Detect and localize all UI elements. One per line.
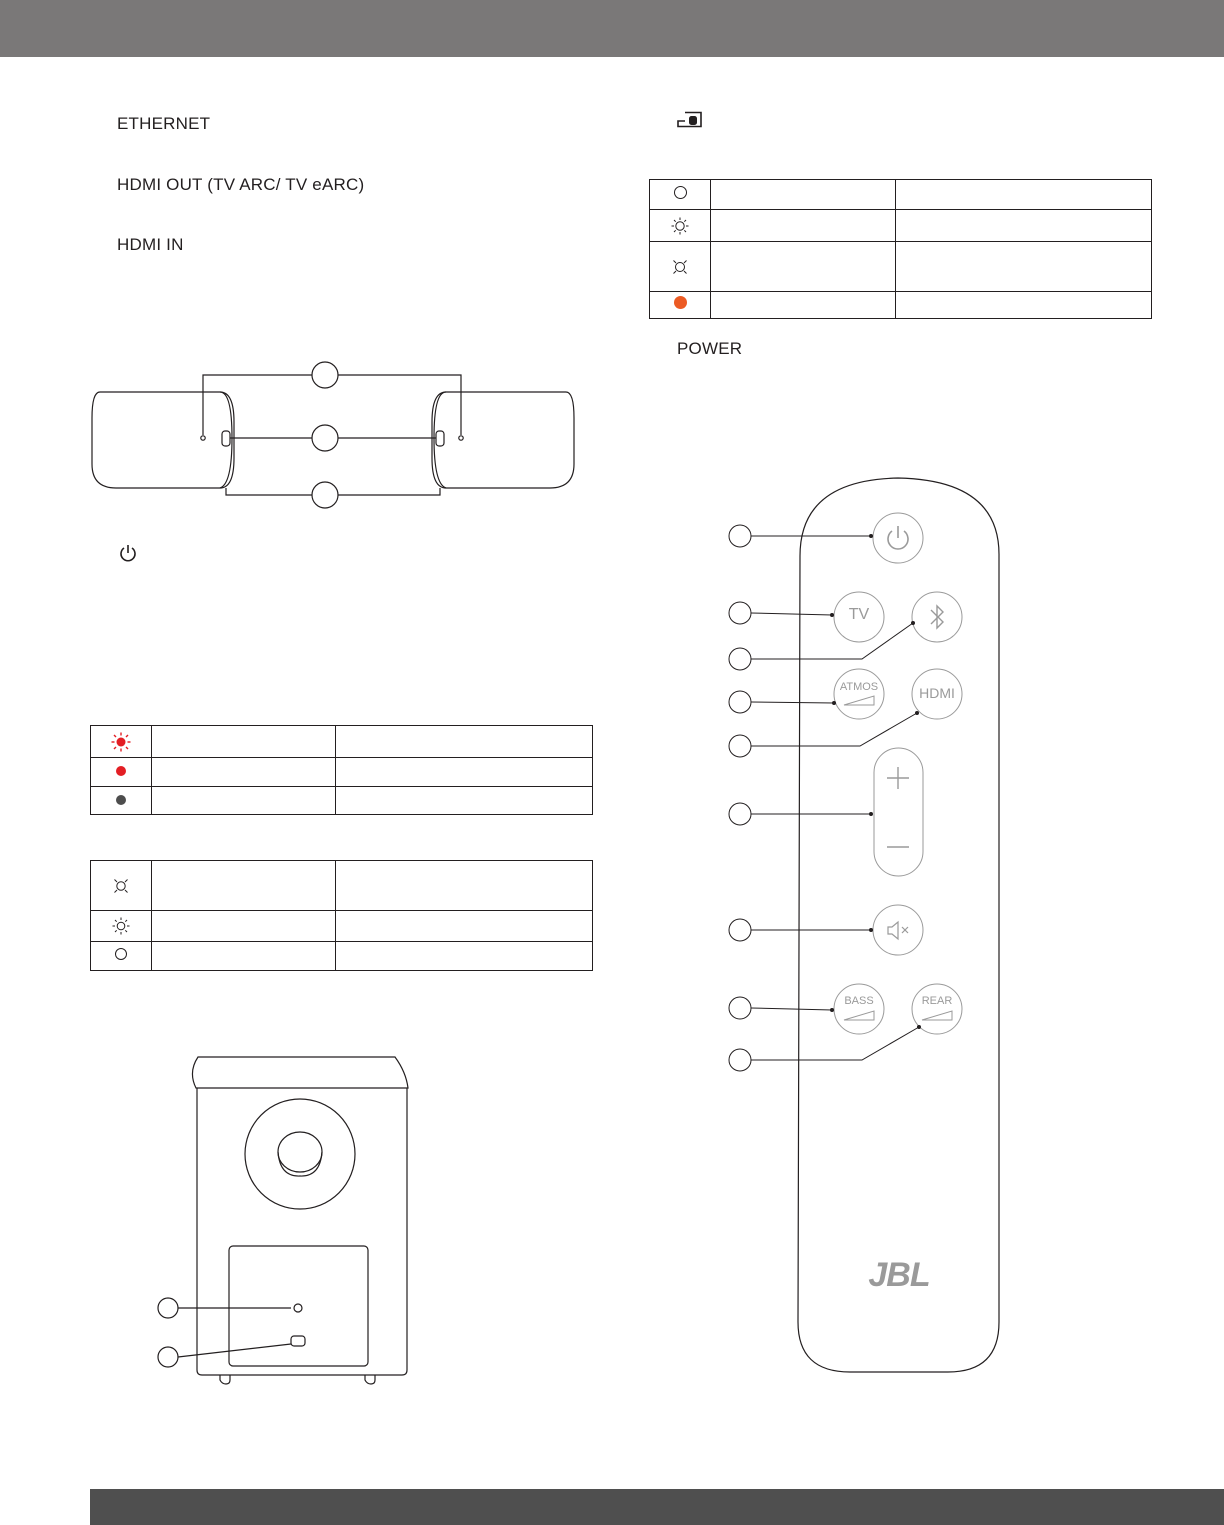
atmos-button-label: ATMOS	[839, 681, 879, 693]
table-row	[650, 292, 1152, 319]
orange-led-solid-icon	[674, 296, 687, 309]
footer-bar	[90, 1489, 1224, 1525]
jbl-logo: JBL	[868, 1256, 930, 1294]
led-status-table-3	[649, 179, 1152, 319]
led-fast-flash-icon	[112, 917, 130, 935]
red-led-solid-icon	[116, 766, 126, 776]
ethernet-label: ETHERNET	[117, 114, 211, 133]
led-status-table-2	[90, 860, 593, 971]
bass-button-label: BASS	[844, 995, 874, 1007]
table-row	[650, 242, 1152, 292]
power-label: POWER	[677, 339, 743, 358]
table-row	[91, 787, 593, 815]
led-status-table-1	[90, 725, 593, 815]
table-row	[91, 942, 593, 971]
led-slow-flash-icon	[672, 259, 688, 275]
led-off-white-icon	[115, 948, 127, 960]
subwoofer-rear-diagram	[150, 1052, 415, 1387]
led-fast-flash-icon	[671, 217, 689, 235]
led-off-icon	[674, 186, 687, 199]
rear-button-label: REAR	[921, 995, 953, 1007]
led-slow-flash-icon	[113, 878, 129, 894]
red-led-flashing-icon	[111, 732, 131, 752]
hdmi-in-label: HDMI IN	[117, 235, 184, 254]
led-off-gray-icon	[116, 795, 126, 805]
table-row	[91, 911, 593, 942]
rear-speakers-diagram	[88, 358, 583, 514]
header-bar	[0, 0, 1224, 57]
table-row	[91, 758, 593, 787]
table-row	[91, 861, 593, 911]
remote-control	[724, 476, 1004, 1374]
tv-button-label: TV	[848, 606, 870, 623]
hdmi-out-label: HDMI OUT (TV ARC/ TV eARC)	[117, 175, 365, 194]
pairing-button-icon	[676, 111, 704, 131]
hdmi-button-label: HDMI	[919, 685, 955, 701]
power-icon	[119, 544, 137, 562]
table-row	[650, 180, 1152, 210]
table-row	[650, 210, 1152, 242]
table-row	[91, 726, 593, 758]
